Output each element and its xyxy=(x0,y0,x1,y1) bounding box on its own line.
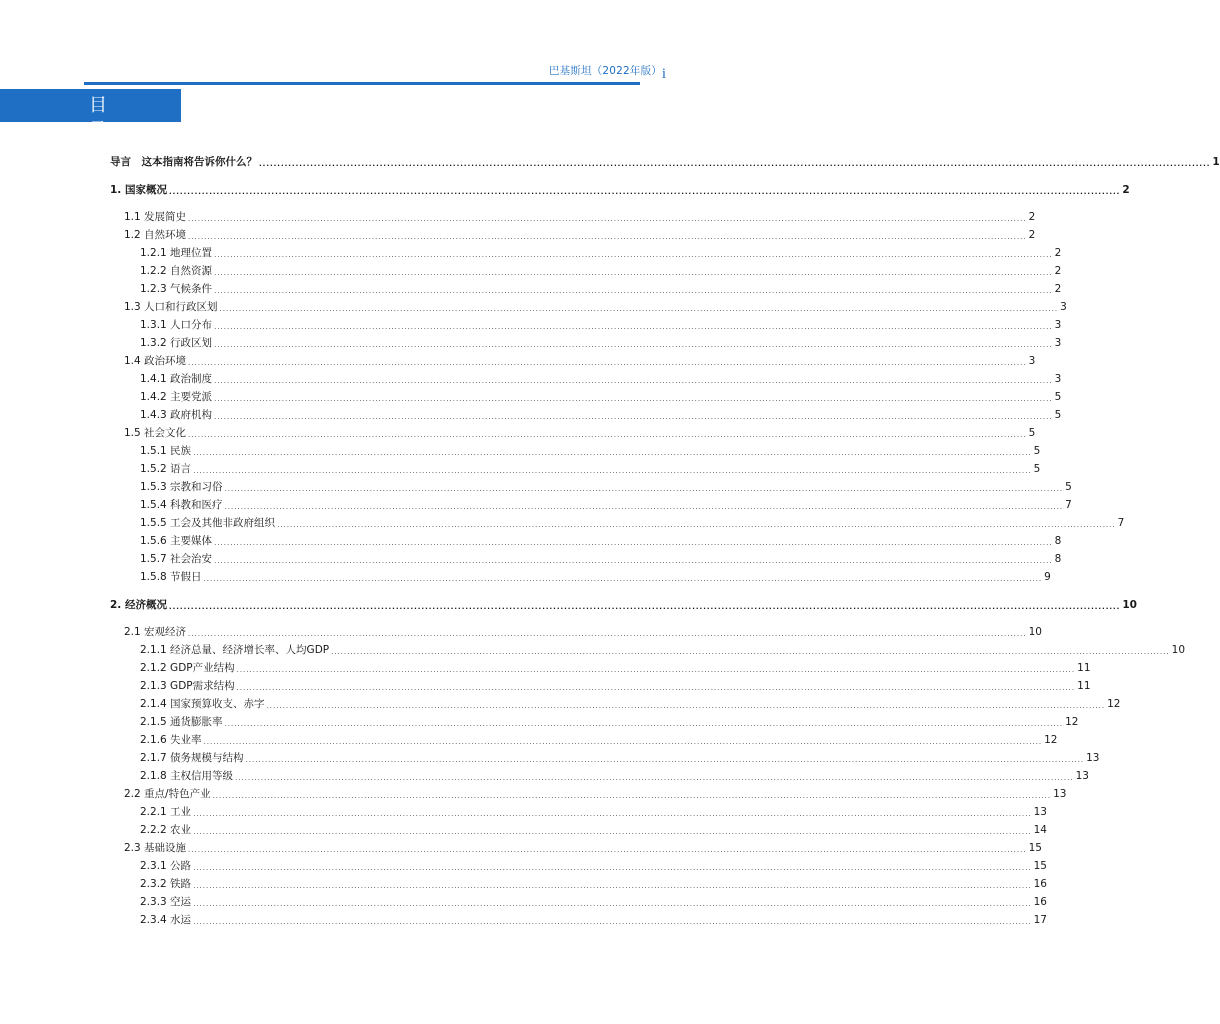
toc-leader-dots: .................................................................................................................................................................................................................................................................... xyxy=(188,359,1027,367)
toc-entry-row[interactable] xyxy=(140,389,1062,405)
toc-entry-row[interactable] xyxy=(140,335,1062,351)
toc-entry-label: 2.1.2 GDP产业结构 xyxy=(140,662,235,674)
toc-leader-dots: .................................................................................................................................................................................................................................................................... xyxy=(168,188,1121,196)
toc-entry-row[interactable] xyxy=(124,299,1067,315)
toc-leader-dots: .................................................................................................................................................................................................................................................................... xyxy=(245,756,1085,764)
toc-entry-label: 1.3 人口和行政区划 xyxy=(124,301,218,313)
toc-entry-row[interactable] xyxy=(140,894,1047,910)
toc-chapter-row[interactable] xyxy=(110,154,1220,170)
toc-entry-page: 14 xyxy=(1033,824,1047,836)
toc-entry-label: 1.5.8 节假日 xyxy=(140,571,202,583)
toc-leader-dots: .................................................................................................................................................................................................................................................................... xyxy=(188,630,1027,638)
toc-leader-dots: .................................................................................................................................................................................................................................................................... xyxy=(193,467,1032,475)
toc-entry-row[interactable] xyxy=(140,804,1047,820)
toc-entry-page: 3 xyxy=(1054,319,1062,331)
toc-leader-dots: .................................................................................................................................................................................................................................................................... xyxy=(214,269,1053,277)
toc-entry-label: 1.3.2 行政区划 xyxy=(140,337,213,349)
toc-leader-dots: .................................................................................................................................................................................................................................................................... xyxy=(236,666,1076,674)
toc-leader-dots: .................................................................................................................................................................................................................................................................... xyxy=(214,341,1053,349)
toc-leader-dots: .................................................................................................................................................................................................................................................................... xyxy=(188,233,1027,241)
toc-entry-page: 5 xyxy=(1054,409,1062,421)
toc-entry-label: 2.2 重点/特色产业 xyxy=(124,788,211,800)
toc-leader-dots: .................................................................................................................................................................................................................................................................... xyxy=(214,413,1053,421)
toc-entry-row[interactable] xyxy=(140,317,1062,333)
toc-entry-page: 13 xyxy=(1086,752,1100,764)
toc-entry-page: 10 xyxy=(1122,599,1137,611)
toc-leader-dots: .................................................................................................................................................................................................................................................................... xyxy=(193,449,1032,457)
toc-entry-label: 2.1.7 债务规模与结构 xyxy=(140,752,244,764)
toc-leader-dots: .................................................................................................................................................................................................................................................................... xyxy=(224,720,1064,728)
toc-entry-label: 1.1 发展简史 xyxy=(124,211,187,223)
toc-entry-row[interactable] xyxy=(124,353,1036,369)
toc-entry-page: 3 xyxy=(1054,373,1062,385)
toc-entry-row[interactable] xyxy=(140,281,1062,297)
toc-leader-dots: .................................................................................................................................................................................................................................................................... xyxy=(214,323,1053,331)
toc-leader-dots: .................................................................................................................................................................................................................................................................... xyxy=(214,287,1053,295)
toc-entry-row[interactable] xyxy=(140,479,1072,495)
toc-entry-label: 1.5.3 宗教和习俗 xyxy=(140,481,223,493)
toc-entry-row[interactable] xyxy=(140,660,1091,676)
toc-entry-label: 导言 这本指南将告诉你什么？ xyxy=(110,156,257,168)
toc-leader-dots: .................................................................................................................................................................................................................................................................... xyxy=(193,918,1032,926)
toc-entry-row[interactable] xyxy=(124,840,1042,856)
toc-leader-dots: .................................................................................................................................................................................................................................................................... xyxy=(193,882,1032,890)
toc-entry-page: 2 xyxy=(1054,265,1062,277)
toc-entry-label: 2. 经济概况 xyxy=(110,599,167,611)
toc-leader-dots: .................................................................................................................................................................................................................................................................... xyxy=(235,774,1074,782)
toc-entry-label: 2.3.2 铁路 xyxy=(140,878,192,890)
toc-entry-label: 2.2.2 农业 xyxy=(140,824,192,836)
toc-entry-label: 1.5.5 工会及其他非政府组织 xyxy=(140,517,276,529)
toc-entry-row[interactable] xyxy=(140,371,1062,387)
toc-leader-dots: .................................................................................................................................................................................................................................................................... xyxy=(224,485,1064,493)
toc-entry-label: 1.2 自然环境 xyxy=(124,229,187,241)
toc-entry-label: 2.1.1 经济总量、经济增长率、人均GDP xyxy=(140,644,330,656)
toc-leader-dots: .................................................................................................................................................................................................................................................................... xyxy=(188,846,1027,854)
toc-entry-row[interactable] xyxy=(140,768,1089,784)
toc-entry-page: 2 xyxy=(1054,247,1062,259)
toc-entry-label: 1.4.2 主要党派 xyxy=(140,391,213,403)
toc-leader-dots: .................................................................................................................................................................................................................................................................... xyxy=(188,215,1027,223)
toc-entry-label: 2.1.4 国家预算收支、赤字 xyxy=(140,698,265,710)
toc-leader-dots: .................................................................................................................................................................................................................................................................... xyxy=(193,810,1032,818)
toc-entry-row[interactable] xyxy=(140,551,1062,567)
toc-entry-page: 5 xyxy=(1028,427,1036,439)
toc-entry-page: 11 xyxy=(1077,680,1091,692)
toc-entry-row[interactable] xyxy=(140,822,1047,838)
toc-entry-page: 8 xyxy=(1054,553,1062,565)
toc-entry-row[interactable] xyxy=(140,678,1091,694)
toc-leader-dots: .................................................................................................................................................................................................................................................................... xyxy=(214,557,1053,565)
toc-entry-label: 2.1.5 通货膨胀率 xyxy=(140,716,223,728)
toc-entry-page: 2 xyxy=(1028,211,1036,223)
toc-entry-label: 1.5.7 社会治安 xyxy=(140,553,213,565)
toc-entry-label: 1.5.1 民族 xyxy=(140,445,192,457)
toc-entry-page: 3 xyxy=(1054,337,1062,349)
toc-leader-dots: .................................................................................................................................................................................................................................................................... xyxy=(193,864,1032,872)
toc-entry-row[interactable] xyxy=(124,624,1042,640)
toc-leader-dots: .................................................................................................................................................................................................................................................................... xyxy=(214,251,1053,259)
toc-leader-dots: .................................................................................................................................................................................................................................................................... xyxy=(219,305,1059,313)
toc-entry-page: 13 xyxy=(1053,788,1067,800)
toc-entry-label: 1.4 政治环境 xyxy=(124,355,187,367)
toc-entry-row[interactable] xyxy=(140,750,1100,766)
toc-entry-page: 2 xyxy=(1122,184,1130,196)
toc-leader-dots: .................................................................................................................................................................................................................................................................... xyxy=(266,702,1106,710)
toc-entry-row[interactable] xyxy=(140,569,1051,585)
toc-entry-row[interactable] xyxy=(124,209,1036,225)
toc-entry-label: 2.3.4 水运 xyxy=(140,914,192,926)
toc-banner xyxy=(0,89,181,141)
toc-entry-label: 2.2.1 工业 xyxy=(140,806,192,818)
toc-entry-row[interactable] xyxy=(140,642,1186,658)
toc-entry-row[interactable] xyxy=(140,876,1047,892)
toc-entry-label: 1.5.2 语言 xyxy=(140,463,192,475)
toc-leader-dots: .................................................................................................................................................................................................................................................................... xyxy=(236,684,1076,692)
toc-entry-row[interactable] xyxy=(140,497,1072,513)
toc-entry-row[interactable] xyxy=(140,696,1121,712)
toc-entry-page: 5 xyxy=(1033,445,1041,457)
toc-entry-label: 2.1.3 GDP需求结构 xyxy=(140,680,235,692)
toc-leader-dots: .................................................................................................................................................................................................................................................................... xyxy=(214,539,1053,547)
header-rule xyxy=(84,82,640,85)
toc-entry-label: 1.4.1 政治制度 xyxy=(140,373,213,385)
toc-entry-label: 1.2.3 气候条件 xyxy=(140,283,213,295)
toc-leader-dots: .................................................................................................................................................................................................................................................................... xyxy=(212,792,1052,800)
toc-entry-page: 7 xyxy=(1117,517,1125,529)
toc-leader-dots: .................................................................................................................................................................................................................................................................... xyxy=(259,160,1211,168)
toc-entry-label: 1.5 社会文化 xyxy=(124,427,187,439)
toc-leader-dots: .................................................................................................................................................................................................................................................................... xyxy=(224,503,1064,511)
toc-entry-label: 1.4.3 政府机构 xyxy=(140,409,213,421)
toc-leader-dots: .................................................................................................................................................................................................................................................................... xyxy=(188,431,1027,439)
toc-entry-label: 1.2.1 地理位置 xyxy=(140,247,213,259)
toc-entry-page: 11 xyxy=(1077,662,1091,674)
toc-entry-page: 5 xyxy=(1054,391,1062,403)
toc-entry-page: 16 xyxy=(1033,896,1047,908)
toc-leader-dots: .................................................................................................................................................................................................................................................................... xyxy=(277,521,1116,529)
toc-entry-page: 15 xyxy=(1033,860,1047,872)
toc-entry-row[interactable] xyxy=(140,732,1058,748)
toc-entry-page: 12 xyxy=(1107,698,1121,710)
toc-entry-row[interactable] xyxy=(140,263,1062,279)
toc-entry-row[interactable] xyxy=(140,858,1047,874)
toc-entry-page: 13 xyxy=(1033,806,1047,818)
toc-entry-page: 16 xyxy=(1033,878,1047,890)
toc-chapter-row[interactable] xyxy=(110,182,1130,198)
toc-entry-page: 13 xyxy=(1075,770,1089,782)
toc-leader-dots: .................................................................................................................................................................................................................................................................... xyxy=(168,603,1121,611)
toc-entry-page: 3 xyxy=(1060,301,1067,313)
toc-entry-page: 12 xyxy=(1044,734,1058,746)
toc-entry-row[interactable] xyxy=(124,227,1036,243)
toc-leader-dots: .................................................................................................................................................................................................................................................................... xyxy=(193,900,1032,908)
toc-entry-row[interactable] xyxy=(140,407,1062,423)
toc-entry-page: 1 xyxy=(1212,156,1220,168)
toc-entry-label: 1.3.1 人口分布 xyxy=(140,319,213,331)
toc-entry-row[interactable] xyxy=(140,443,1041,459)
toc-entry-page: 3 xyxy=(1028,355,1036,367)
toc-entry-label: 1.2.2 自然资源 xyxy=(140,265,213,277)
toc-entry-row[interactable] xyxy=(140,461,1041,477)
toc-entry-page: 2 xyxy=(1054,283,1062,295)
toc-entry-page: 15 xyxy=(1028,842,1042,854)
toc-entry-page: 5 xyxy=(1065,481,1072,493)
toc-entry-page: 10 xyxy=(1028,626,1042,638)
toc-entry-label: 1. 国家概况 xyxy=(110,184,167,196)
toc-leader-dots: .................................................................................................................................................................................................................................................................... xyxy=(203,575,1043,583)
toc-entry-row[interactable] xyxy=(124,786,1067,802)
toc-entry-page: 12 xyxy=(1065,716,1079,728)
toc-entry-row[interactable] xyxy=(140,533,1062,549)
toc-entry-page: 17 xyxy=(1033,914,1047,926)
toc-leader-dots: .................................................................................................................................................................................................................................................................... xyxy=(214,395,1053,403)
toc-leader-dots: .................................................................................................................................................................................................................................................................... xyxy=(214,377,1053,385)
toc-entry-page: 9 xyxy=(1044,571,1051,583)
toc-entry-row[interactable] xyxy=(140,912,1047,928)
toc-leader-dots: .................................................................................................................................................................................................................................................................... xyxy=(203,738,1043,746)
toc-entry-label: 2.1.6 失业率 xyxy=(140,734,202,746)
toc-banner-title: 目 录 xyxy=(89,95,129,141)
toc-leader-dots: .................................................................................................................................................................................................................................................................... xyxy=(331,648,1170,656)
toc-entry-label: 2.3 基础设施 xyxy=(124,842,187,854)
toc-entry-label: 1.5.6 主要媒体 xyxy=(140,535,213,547)
toc-leader-dots: .................................................................................................................................................................................................................................................................... xyxy=(193,828,1032,836)
toc-entry-page: 7 xyxy=(1065,499,1072,511)
page-number-roman: i xyxy=(661,66,666,82)
toc-entry-row[interactable] xyxy=(140,714,1079,730)
toc-entry-label: 2.3.1 公路 xyxy=(140,860,192,872)
toc-entry-label: 2.1.8 主权信用等级 xyxy=(140,770,234,782)
toc-entry-row[interactable] xyxy=(140,245,1062,261)
toc-entry-page: 5 xyxy=(1033,463,1041,475)
toc-entry-page: 10 xyxy=(1171,644,1186,656)
toc-entry-label: 2.3.3 空运 xyxy=(140,896,192,908)
toc-entry-label: 1.5.4 科教和医疗 xyxy=(140,499,223,511)
toc-entry-page: 8 xyxy=(1054,535,1062,547)
toc-chapter-row[interactable] xyxy=(110,597,1137,613)
toc-entry-row[interactable] xyxy=(124,425,1036,441)
toc-entry-row[interactable] xyxy=(140,515,1125,531)
toc-entry-label: 2.1 宏观经济 xyxy=(124,626,187,638)
toc-entry-page: 2 xyxy=(1028,229,1036,241)
running-header-title: 巴基斯坦（2022年版） xyxy=(548,65,662,77)
